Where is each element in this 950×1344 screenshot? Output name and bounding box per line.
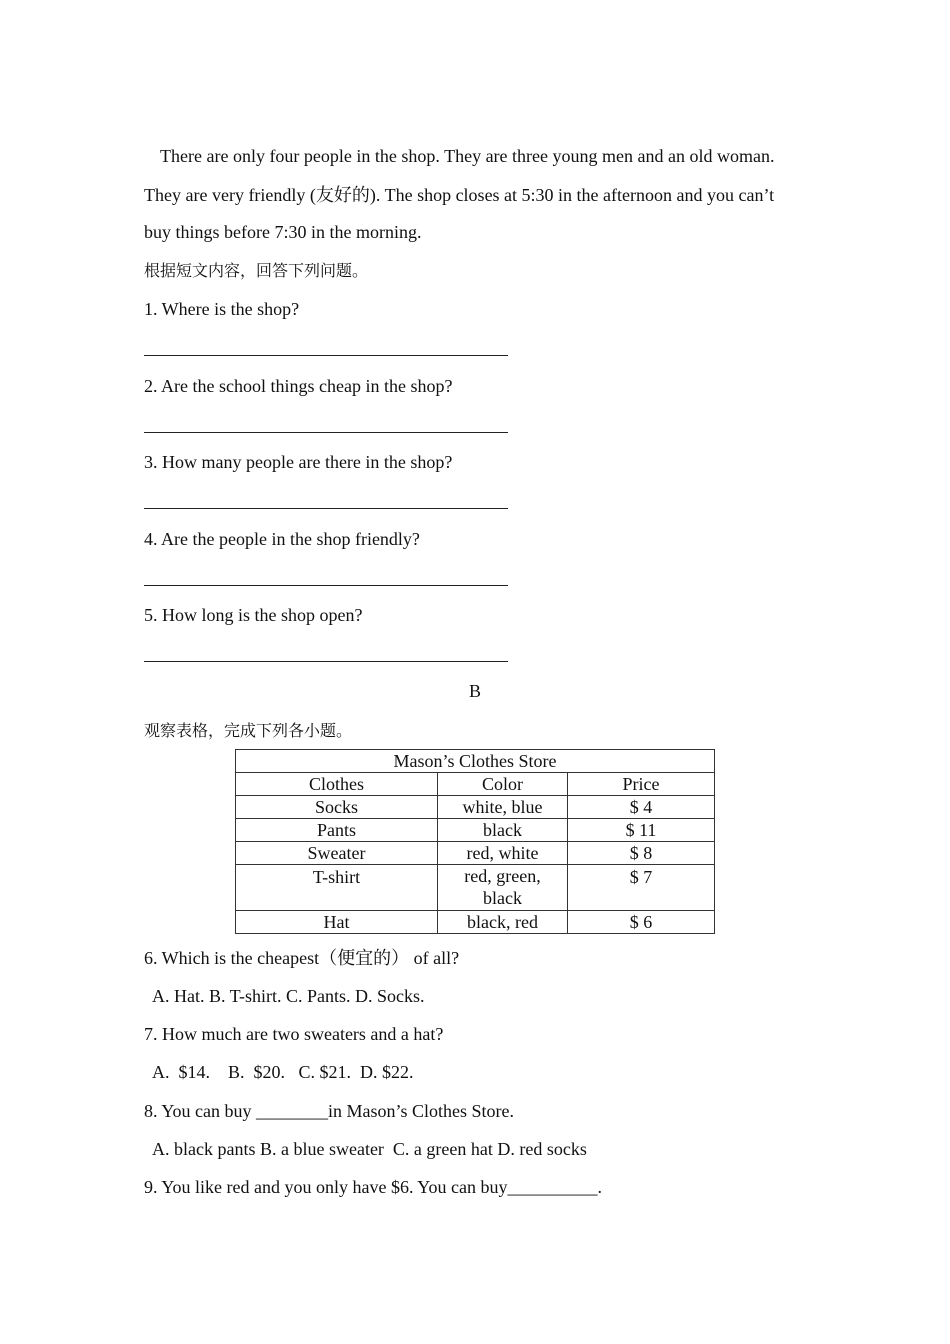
- table-title-row: [236, 750, 715, 773]
- question-6-options: A. Hat. B. T-shirt. C. Pants. D. Socks.: [152, 986, 425, 1006]
- passage-line-3: buy things before 7:30 in the morning.: [144, 222, 422, 242]
- cell-price: $ 11: [568, 819, 715, 842]
- table-header-row: [236, 773, 715, 796]
- question-6: 6. Which is the cheapest（便宜的） of all?: [144, 948, 460, 968]
- question-8: 8. You can buy ________in Mason’s Clothes Store.: [144, 1101, 515, 1121]
- header-price: Price: [568, 773, 715, 796]
- answer-line-2[interactable]: [144, 432, 508, 433]
- cell-clothes: T-shirt: [236, 865, 438, 911]
- cell-color: black: [438, 819, 568, 842]
- question-3: 3. How many people are there in the shop?: [144, 452, 453, 472]
- clothes-store-table: [235, 749, 715, 934]
- passage-line-1: There are only four people in the shop. They are three young men and an old woman.: [160, 146, 775, 166]
- question-7-options: A. $14. B. $20. C. $21. D. $22.: [152, 1062, 414, 1082]
- answer-line-3[interactable]: [144, 508, 508, 509]
- question-2: 2. Are the school things cheap in the shop?: [144, 376, 453, 396]
- cell-price: $ 4: [568, 796, 715, 819]
- cell-clothes: Socks: [236, 796, 438, 819]
- question-1: 1. Where is the shop?: [144, 299, 300, 319]
- cell-clothes: Pants: [236, 819, 438, 842]
- section-a-instruction: 根据短文内容，回答下列问题。: [144, 261, 369, 280]
- cell-clothes: Hat: [236, 911, 438, 934]
- cell-price: $ 6: [568, 911, 715, 934]
- cell-color: black, red: [438, 911, 568, 934]
- question-4: 4. Are the people in the shop friendly?: [144, 529, 420, 549]
- question-7: 7. How much are two sweaters and a hat?: [144, 1024, 444, 1044]
- cell-color: white, blue: [438, 796, 568, 819]
- answer-line-1[interactable]: [144, 355, 508, 356]
- header-color: Color: [438, 773, 568, 796]
- cell-price: $ 7: [568, 865, 715, 911]
- section-b-title: B: [468, 681, 481, 701]
- question-5: 5. How long is the shop open?: [144, 605, 363, 625]
- section-b-instruction: 观察表格，完成下列各小题。: [144, 721, 353, 740]
- question-9: 9. You like red and you only have $6. You can buy__________.: [144, 1177, 602, 1197]
- passage-line-2: They are very friendly (友好的). The shop closes at 5:30 in the afternoon and you can’t: [144, 185, 775, 205]
- table-row: [236, 819, 715, 842]
- cell-color: red, white: [438, 842, 568, 865]
- cell-clothes: Sweater: [236, 842, 438, 865]
- question-8-options: A. black pants B. a blue sweater C. a green hat D. red socks: [152, 1139, 587, 1159]
- cell-color-line-1: red, green,: [464, 866, 541, 886]
- table-row: [236, 911, 715, 934]
- table-row: [236, 842, 715, 865]
- table-title: Mason’s Clothes Store: [236, 750, 715, 773]
- table-row: [236, 865, 715, 911]
- cell-color-line-2: black: [483, 888, 522, 908]
- cell-color: [438, 865, 568, 911]
- cell-price: $ 8: [568, 842, 715, 865]
- header-clothes: Clothes: [236, 773, 438, 796]
- table-row: [236, 796, 715, 819]
- answer-line-5[interactable]: [144, 661, 508, 662]
- answer-line-4[interactable]: [144, 585, 508, 586]
